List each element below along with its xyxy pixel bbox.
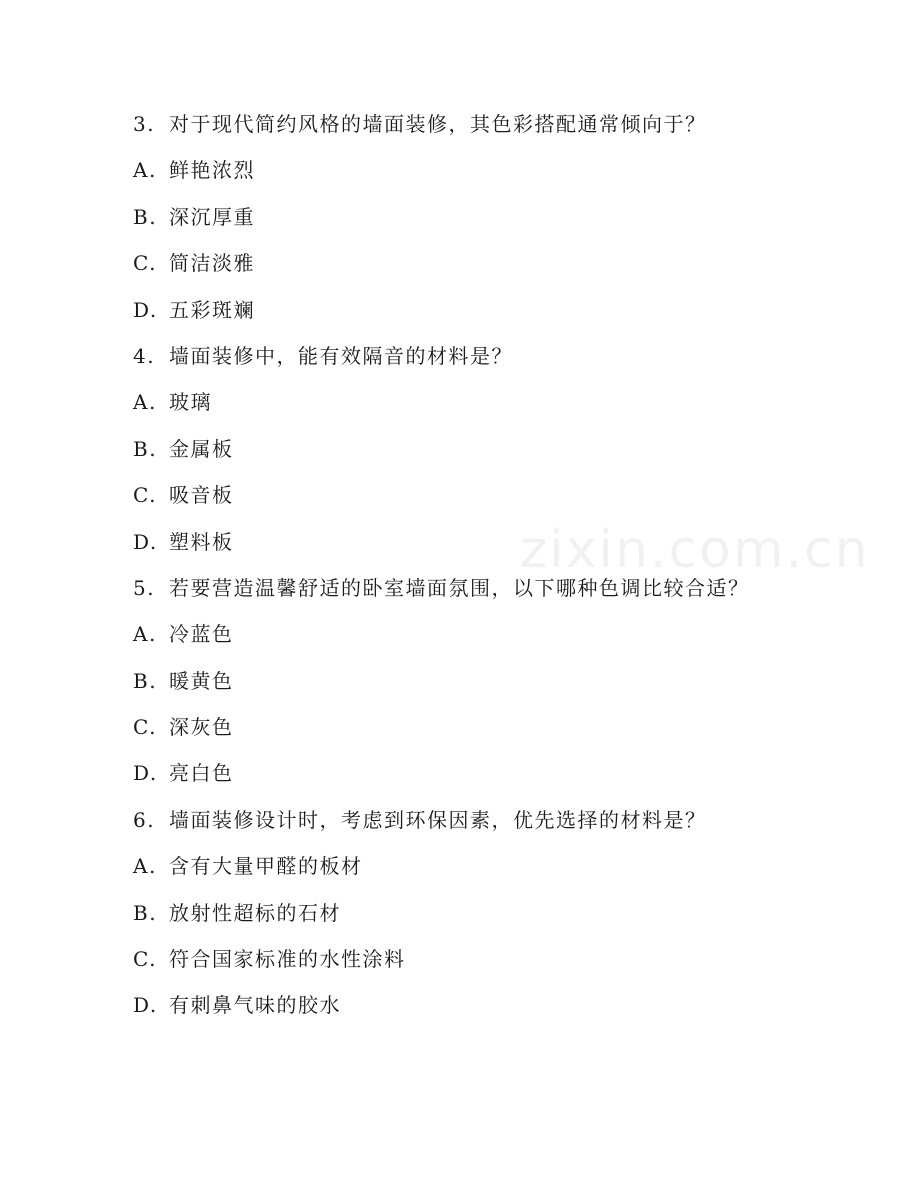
option-6a — [133, 846, 853, 892]
option-4c — [133, 475, 853, 521]
option-text: 简洁淡雅 — [169, 251, 255, 276]
question-3 — [133, 104, 853, 150]
option-letter: B. — [133, 900, 158, 925]
question-text: 墙面装修中，能有效隔音的材料是？ — [169, 343, 513, 368]
option-text: 塑料板 — [169, 529, 234, 554]
option-5d — [133, 753, 853, 799]
watermark: zixin.com.cn — [520, 520, 870, 580]
question-text: 若要营造温馨舒适的卧室墙面氛围，以下哪种色调比较合适？ — [169, 575, 750, 600]
question-4 — [133, 336, 853, 382]
option-text: 符合国家标准的水性涂料 — [169, 947, 406, 972]
option-text: 亮白色 — [169, 761, 234, 786]
option-6c — [133, 939, 853, 985]
option-letter: C. — [133, 251, 157, 276]
question-text: 对于现代简约风格的墙面装修，其色彩搭配通常倾向于？ — [169, 112, 707, 136]
option-text: 鲜艳浓烈 — [169, 158, 255, 183]
question-number: 3. — [133, 112, 156, 136]
option-letter: A. — [133, 854, 157, 879]
option-5b — [133, 661, 853, 707]
question-number: 4. — [133, 343, 156, 368]
option-text: 玻璃 — [169, 390, 212, 415]
option-letter: D. — [133, 761, 158, 786]
option-letter: C. — [133, 947, 157, 972]
option-text: 放射性超标的石材 — [169, 900, 341, 925]
option-letter: A. — [133, 158, 157, 183]
option-text: 深沉厚重 — [169, 204, 255, 229]
option-3a — [133, 150, 853, 196]
option-text: 五彩斑斓 — [169, 297, 255, 322]
option-3b — [133, 197, 853, 243]
option-text: 暖黄色 — [169, 668, 234, 693]
option-3d — [133, 290, 853, 336]
option-text: 吸音板 — [169, 483, 234, 508]
option-letter: A. — [133, 622, 157, 647]
question-text: 墙面装修设计时，考虑到环保因素，优先选择的材料是？ — [169, 807, 707, 832]
question-list — [133, 104, 853, 1032]
option-5c — [133, 707, 853, 753]
option-letter: D. — [133, 297, 158, 322]
option-text: 含有大量甲醛的板材 — [169, 854, 363, 879]
option-letter: B. — [133, 204, 158, 229]
option-text: 深灰色 — [169, 715, 234, 740]
question-number: 5. — [133, 575, 156, 600]
option-letter: B. — [133, 668, 158, 693]
option-5a — [133, 614, 853, 660]
option-letter: B. — [133, 436, 158, 461]
option-text: 有刺鼻气味的胶水 — [169, 993, 341, 1018]
option-text: 冷蓝色 — [169, 622, 234, 647]
option-4d — [133, 522, 853, 568]
question-number: 6. — [133, 807, 156, 832]
option-6d — [133, 985, 853, 1031]
option-letter: C. — [133, 483, 157, 508]
option-letter: D. — [133, 529, 158, 554]
option-letter: C. — [133, 715, 157, 740]
option-3c — [133, 243, 853, 289]
question-6 — [133, 800, 853, 846]
option-letter: D. — [133, 993, 158, 1018]
option-6b — [133, 893, 853, 939]
question-5 — [133, 568, 853, 614]
option-4a — [133, 382, 853, 428]
option-4b — [133, 429, 853, 475]
option-letter: A. — [133, 390, 157, 415]
option-text: 金属板 — [169, 436, 234, 461]
